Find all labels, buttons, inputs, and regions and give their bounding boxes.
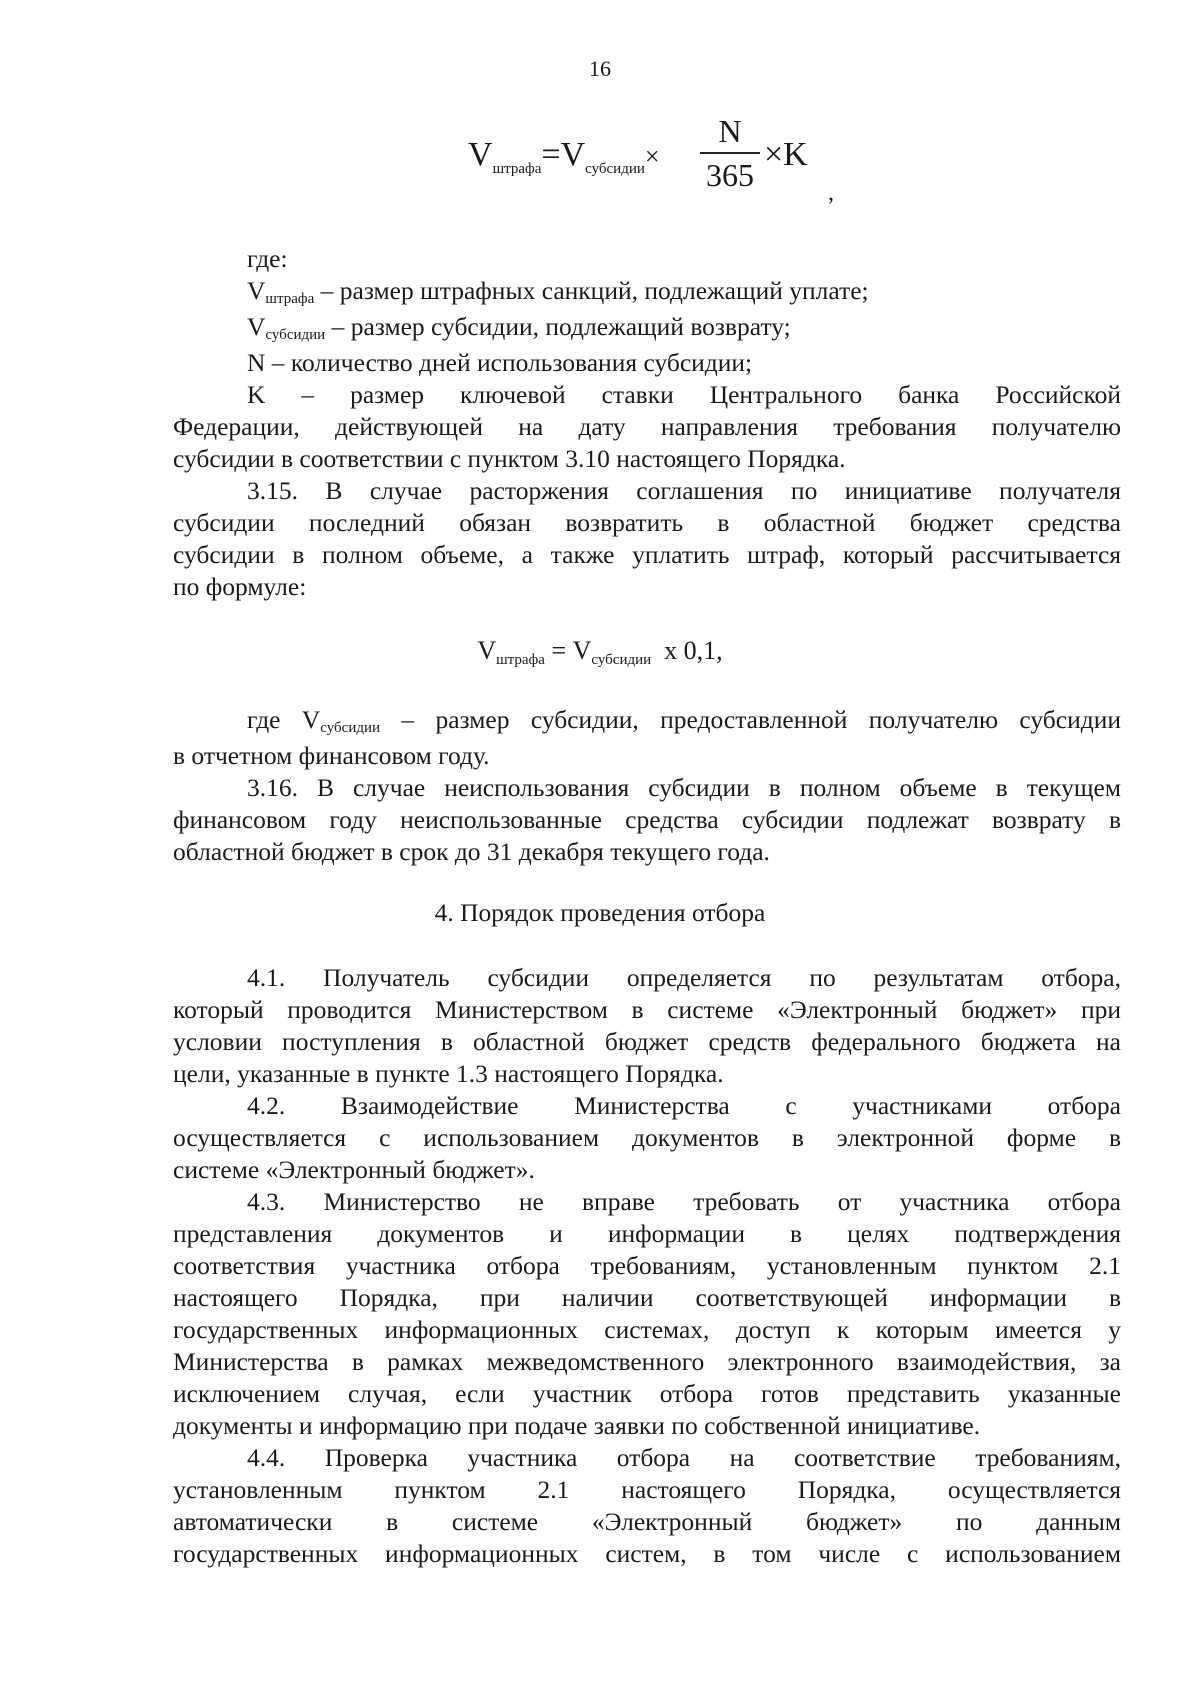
formula-sub-penalty: штрафа	[492, 161, 542, 177]
para-4-2-line2: осуществляется с использованием документов в электронной форме в	[173, 1123, 1121, 1152]
formula-numerator: N	[718, 113, 742, 149]
formula-sub-subsidy: субсидии	[585, 161, 645, 177]
para-after-formula2	[173, 704, 1121, 868]
para-4-3-line1: 4.3. Министерство не вправе требовать от участника отбора	[247, 1187, 1121, 1216]
para-3-16-line2: финансовом году неиспользованные средства субсидии подлежат возврату в	[173, 805, 1121, 834]
section-4-body	[173, 962, 1121, 1570]
legend-subsidy: $V_{субсидии}$ – размер субсидии, подлежащий возврату;	[247, 312, 791, 343]
legend-penalty: $V_{штрафа}$ – размер штрафных санкций, подлежащий уплате;	[247, 276, 869, 307]
para-4-4-line1: 4.4. Проверка участника отбора на соответствие требованиям,	[247, 1443, 1121, 1472]
where2-line1: где $V_{субсидии}$ – размер субсидии, предоставленной получателю субсидии	[247, 705, 1121, 736]
para-4-3-line8: документы и информацию при подаче заявки по собственной инициативе.	[173, 1411, 981, 1440]
para-4-3-line5: государственных информационных системах, доступ к которым имеется у	[173, 1315, 1121, 1344]
para-4-1-line2: который проводится Министерством в системе «Электронный бюджет» при	[173, 995, 1121, 1024]
para-4-3-line7: исключением случая, если участник отбора готов представить указанные	[173, 1379, 1121, 1408]
legend-k-line3: субсидии в соответствии с пунктом 3.10 настоящего Порядка.	[173, 444, 846, 473]
para-4-3-line4: настоящего Порядка, при наличии соответствующей информации в	[173, 1283, 1121, 1312]
para-3-15-line3: субсидии в полном объеме, а также уплатить штраф, который рассчитывается	[173, 540, 1121, 569]
para-4-4-line3: автоматически в системе «Электронный бюджет» по данным	[173, 1507, 1121, 1536]
section-heading: 4. Порядок проведения отбора	[434, 898, 766, 927]
legend-days: N – количество дней использования субсидии;	[247, 348, 753, 377]
fraction-bar	[700, 152, 760, 154]
para-4-2-line3: системе «Электронный бюджет».	[173, 1155, 535, 1184]
para-3-15-line4: по формуле:	[173, 572, 307, 601]
where-label: где:	[247, 244, 288, 273]
formula-fraction	[700, 112, 760, 194]
para-3-15-line2: субсидии последний обязан возвратить в областной бюджет средства	[173, 508, 1121, 537]
para-3-15-line1: 3.15. В случае расторжения соглашения по инициативе получателя	[247, 476, 1121, 505]
legend-k-line1: K – размер ключевой ставки Центрального банка Российской	[247, 380, 1121, 409]
where2-line2: в отчетном финансовом году.	[173, 741, 490, 770]
fine-formula: $V_{штрафа} = V_{субсидии}$ x 0,1,	[477, 636, 723, 668]
legend-k-line2: Федерации, действующей на дату направления требования получателю	[173, 412, 1121, 441]
para-4-2-line1: 4.2. Взаимодействие Министерства с участниками отбора	[247, 1091, 1121, 1120]
para-4-3-line2: представления документов и информации в целях подтверждения	[173, 1219, 1121, 1248]
formula-v-penalty: V	[468, 136, 493, 173]
formula-times-k: ×K	[764, 136, 808, 173]
formula-denominator: 365	[706, 157, 754, 193]
page-number: 16	[589, 56, 611, 81]
para-4-4-line4: государственных информационных систем, в том числе с использованием	[173, 1539, 1121, 1568]
para-4-1-line1: 4.1. Получатель субсидии определяется по результатам отбора,	[247, 963, 1121, 992]
formula-times: ×	[644, 142, 660, 171]
para-4-3-line3: соответствия участника отбора требованиям, установленным пунктом 2.1	[173, 1251, 1121, 1280]
para-3-16-line3: областной бюджет в срок до 31 декабря текущего года.	[173, 837, 770, 866]
para-4-1-line3: условии поступления в областной бюджет средств федерального бюджета на	[173, 1027, 1121, 1056]
para-3-16-line1: 3.16. В случае неиспользования субсидии в полном объеме в текущем	[247, 773, 1121, 802]
para-4-4-line2: установленным пунктом 2.1 настоящего Порядка, осуществляется	[173, 1475, 1121, 1504]
formula-comma: ,	[828, 180, 834, 206]
para-4-3-line6: Министерства в рамках межведомственного электронного взаимодействия, за	[173, 1347, 1121, 1376]
para-4-1-line4: цели, указанные в пункте 1.3 настоящего Порядка.	[173, 1059, 724, 1088]
formula-eq: =V	[541, 136, 586, 173]
legend-block	[173, 243, 1121, 603]
